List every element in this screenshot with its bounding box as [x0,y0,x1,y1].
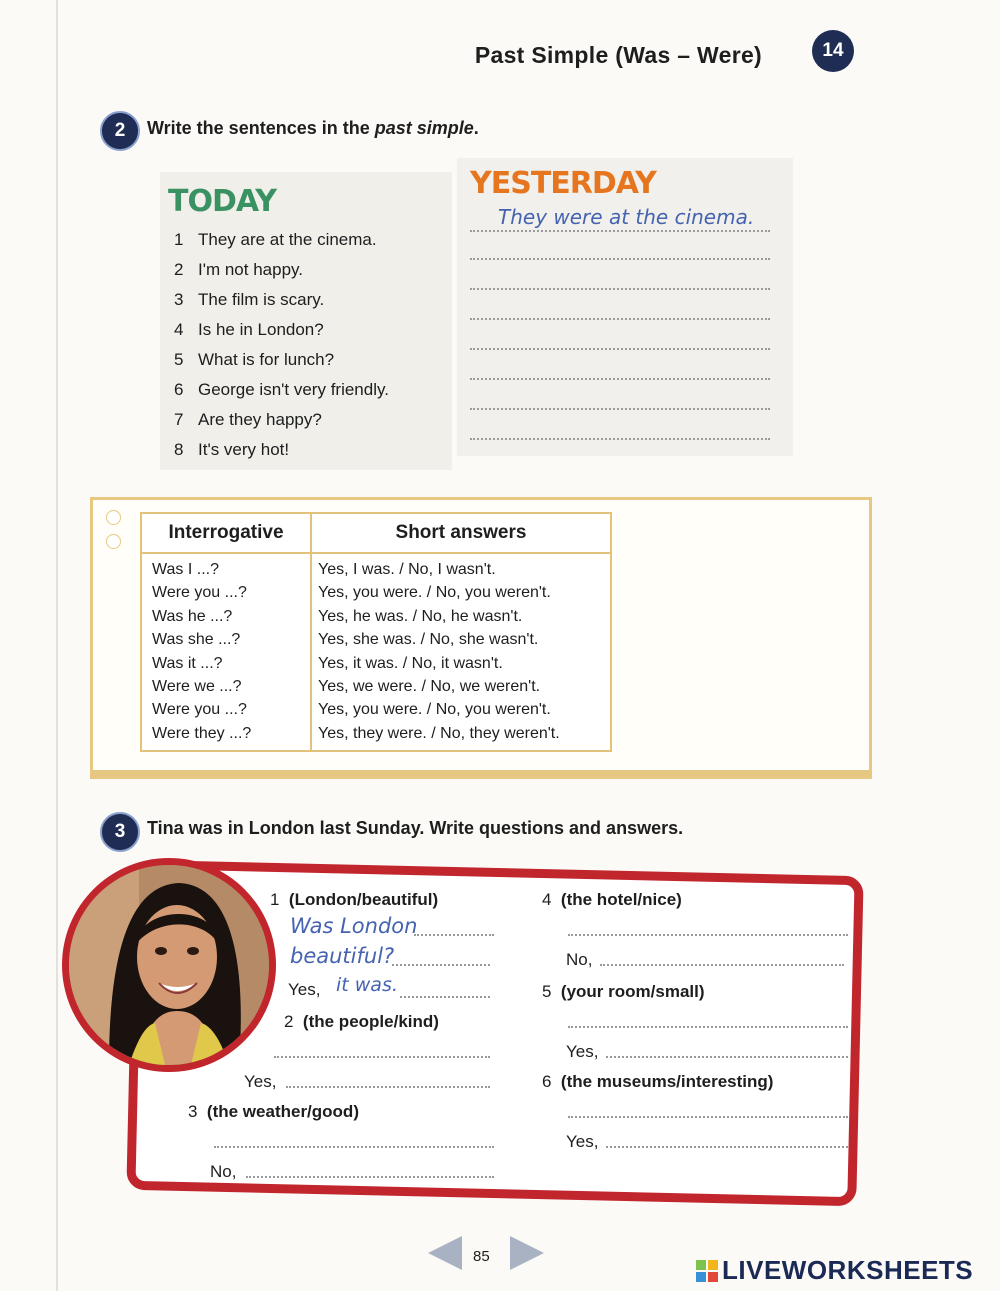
unit-badge: 14 [812,30,854,72]
today-item: 4 Is he in London? [174,320,324,339]
answer-line-6[interactable] [470,378,770,380]
question-1-prompt: 1 (London/beautiful) [270,890,439,909]
answer-line-2[interactable] [470,258,770,260]
question-2-prompt: 2 (the people/kind) [284,1012,439,1031]
today-item: 7 Are they happy? [174,410,322,429]
table-cell: Were we ...? [152,678,242,696]
binder-hole [106,510,121,525]
question-3-answer-line[interactable] [246,1176,494,1178]
header-interrogative: Interrogative [141,513,311,553]
table-cell: Yes, I was. / No, I wasn't. [318,561,496,578]
liveworksheets-logo-icon [696,1260,718,1282]
question-5-line[interactable] [568,1026,848,1028]
table-cell: Were you ...? [152,584,247,602]
yesterday-panel [457,158,793,456]
answer-line-3[interactable] [470,288,770,290]
table-cell: Were they ...? [152,724,252,742]
grammar-table [140,512,612,752]
question-4-answer-line[interactable] [600,964,844,966]
exercise-2-number: 2 [100,111,140,151]
answer-line-1[interactable] [470,230,770,232]
binder-hole [106,534,121,549]
question-6-yes-label: Yes, [566,1132,599,1151]
table-cell: Were you ...? [152,701,247,719]
table-cell: Yes, we were. / No, we weren't. [318,678,541,696]
next-page-arrow-icon [510,1236,544,1270]
header-short-answers: Short answers [311,513,611,553]
answer-line-7[interactable] [470,408,770,410]
question-1-line-c[interactable] [400,996,490,998]
question-4-no-label: No, [566,950,593,969]
today-item: 8 It's very hot! [174,440,290,459]
table-cell: Yes, you were. / No, you weren't. [318,584,551,602]
question-1-answer-line1: Was London [290,914,418,938]
question-2-yes-label: Yes, [244,1072,277,1091]
today-item: 1 They are at the cinema. [174,230,377,249]
question-6-line[interactable] [568,1116,848,1118]
short-answers-column [311,553,611,751]
today-item: 6 George isn't very friendly. [174,380,389,399]
question-3-line[interactable] [214,1146,494,1148]
exercise-3-number: 3 [100,812,140,852]
portrait-image [69,865,269,1065]
page-number: 85 [473,1248,490,1265]
question-5-yes-label: Yes, [566,1042,599,1061]
table-cell: Yes, you were. / No, you weren't. [318,701,551,719]
question-5-prompt: 5 (your room/small) [542,982,705,1001]
brand-name: LIVEWORKSHEETS [722,1255,974,1285]
liveworksheets-brand [696,1255,973,1286]
page-spine [56,0,58,1291]
exercise-3-instruction: Tina was in London last Sunday. Write questions and answers. [147,818,684,838]
today-heading: TODAY [168,184,276,219]
previous-page-arrow-icon [428,1236,462,1270]
table-cell: Was it ...? [152,654,223,672]
question-1-answer-line2: beautiful? [290,944,395,968]
question-2-answer-line[interactable] [286,1086,490,1088]
table-cell: Was she ...? [152,631,241,649]
question-2-line[interactable] [274,1056,490,1058]
question-1-short-answer: it was. [336,974,398,996]
today-item: 3 The film is scary. [174,290,325,309]
today-item: 2 I'm not happy. [174,260,303,279]
example-answer: They were at the cinema. [498,205,755,229]
answer-line-5[interactable] [470,348,770,350]
yesterday-heading: YESTERDAY [470,166,656,201]
question-4-prompt: 4 (the hotel/nice) [542,890,682,909]
today-item: 5 What is for lunch? [174,350,335,369]
question-3-no-label: No, [210,1162,237,1181]
table-cell: Yes, he was. / No, he wasn't. [318,607,523,625]
answer-line-8[interactable] [470,438,770,440]
question-6-prompt: 6 (the museums/interesting) [542,1072,774,1091]
table-cell: Yes, they were. / No, they weren't. [318,724,560,742]
question-3-prompt: 3 (the weather/good) [188,1102,359,1121]
page-title: Past Simple (Was – Were) [474,42,762,68]
table-cell: Yes, it was. / No, it wasn't. [318,654,503,672]
table-cell: Was he ...? [152,607,233,625]
question-1-yes-label: Yes, [288,980,321,999]
answer-line-4[interactable] [470,318,770,320]
question-1-line-a[interactable] [414,934,494,936]
tina-photo [62,858,276,1072]
question-5-answer-line[interactable] [606,1056,848,1058]
question-6-answer-line[interactable] [606,1146,848,1148]
question-1-line-b[interactable] [392,964,490,966]
exercise-2-instruction: Write the sentences in the past simple. [147,118,479,138]
table-cell: Yes, she was. / No, she wasn't. [318,631,539,649]
question-4-line[interactable] [568,934,848,936]
interrogative-column [141,553,311,751]
table-cell: Was I ...? [152,561,219,578]
